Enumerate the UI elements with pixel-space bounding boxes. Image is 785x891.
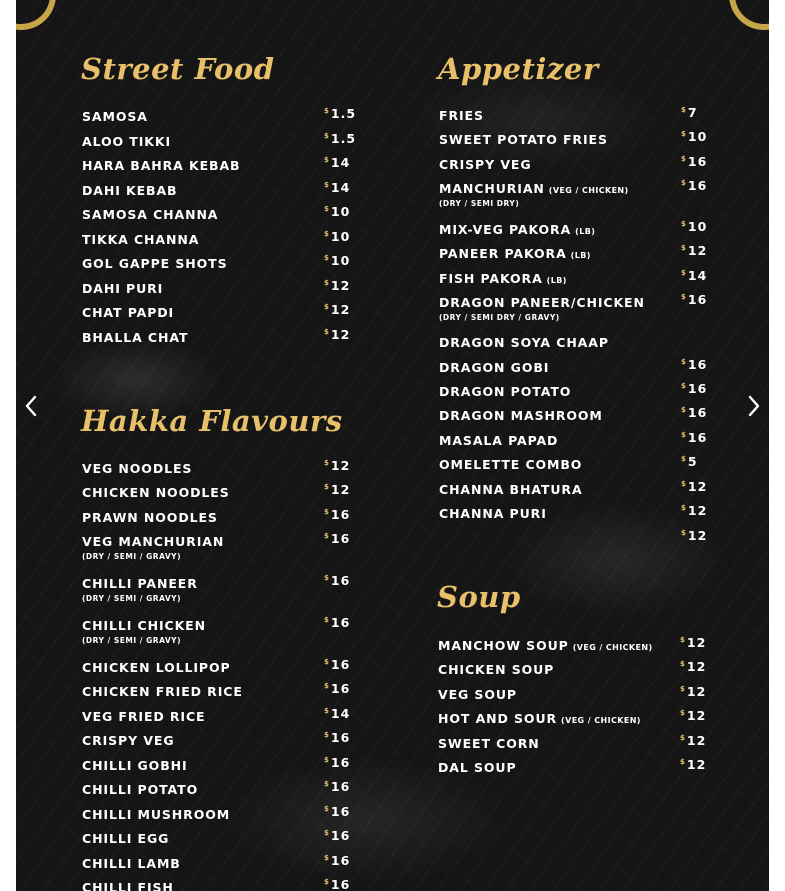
item-variants: (DRY / SEMI / GRAVY) <box>82 636 182 645</box>
menu-item <box>82 180 177 199</box>
section-title-appetizer: Appetizer <box>438 52 599 86</box>
menu-item <box>439 479 583 498</box>
item-price: $16 <box>324 730 351 745</box>
menu-item <box>82 853 181 872</box>
item-name: HARA BAHRA KEBAB <box>82 158 241 173</box>
menu-item <box>82 657 231 676</box>
item-price: $1.5 <box>324 106 357 121</box>
item-option: (VEG / CHICKEN) <box>572 643 653 652</box>
item-name: ALOO TIKKI <box>82 134 171 149</box>
item-price: $12 <box>680 635 707 650</box>
item-price: $12 <box>680 708 707 723</box>
menu-item <box>439 105 484 124</box>
item-option: (VEG / CHICKEN) <box>548 186 629 195</box>
item-price: $16 <box>324 507 351 522</box>
item-name: VEG SOUP <box>438 687 517 702</box>
item-price: $1.5 <box>324 131 357 146</box>
item-name: BHALLA CHAT <box>82 330 189 345</box>
menu-item <box>82 204 218 223</box>
menu-item <box>82 681 243 700</box>
item-price: $14 <box>324 706 351 721</box>
item-price: $16 <box>681 381 708 396</box>
item-name: HOT AND SOUR <box>438 711 558 726</box>
item-price: $12 <box>680 733 707 748</box>
item-name: CHICKEN NOODLES <box>82 485 230 500</box>
menu-item <box>439 292 645 322</box>
item-price: $12 <box>680 659 707 674</box>
item-price: $16 <box>324 755 351 770</box>
menu-item <box>82 730 175 749</box>
menu-item <box>438 659 554 678</box>
item-name: VEG MANCHURIAN <box>82 534 225 549</box>
item-price: $16 <box>324 804 351 819</box>
menu-item <box>82 131 171 150</box>
menu-item <box>82 482 230 501</box>
menu-item <box>82 573 198 603</box>
menu-item <box>82 458 192 477</box>
item-name: CHILLI FISH <box>82 880 174 891</box>
menu-item <box>82 828 169 847</box>
item-variants: (DRY / SEMI DRY / GRAVY) <box>439 313 560 322</box>
item-price: $16 <box>324 615 351 630</box>
item-name: SAMOSA <box>82 109 148 124</box>
item-name: SAMOSA CHANNA <box>82 207 219 222</box>
item-name: SWEET CORN <box>438 736 540 751</box>
item-name: MANCHURIAN <box>439 181 545 196</box>
item-name: CHICKEN SOUP <box>438 662 555 677</box>
menu-item <box>439 129 608 148</box>
item-option: (LB) <box>570 251 591 260</box>
item-name: CHICKEN FRIED RICE <box>82 684 243 699</box>
menu-item <box>82 531 224 561</box>
menu-item <box>82 615 206 645</box>
item-price: $12 <box>324 302 351 317</box>
menu-item <box>439 357 549 376</box>
item-option: (LB) <box>575 227 596 236</box>
item-name: OMELETTE COMBO <box>439 457 583 472</box>
menu-item <box>82 155 240 174</box>
item-price: $14 <box>681 268 708 283</box>
item-price: $12 <box>681 243 708 258</box>
menu-item <box>439 243 591 262</box>
item-price: $12 <box>681 503 708 518</box>
item-name: TIKKA CHANNA <box>82 232 200 247</box>
item-name: CHICKEN LOLLIPOP <box>82 660 231 675</box>
menu-item <box>82 253 227 272</box>
item-name: CHANNA PURI <box>439 506 547 521</box>
menu-item <box>82 327 188 346</box>
item-price: $16 <box>324 681 351 696</box>
item-name: FRIES <box>439 108 484 123</box>
menu-item <box>82 755 188 774</box>
item-name: CRISPY VEG <box>82 733 175 748</box>
menu-slide <box>16 0 769 891</box>
menu-item <box>438 708 641 727</box>
item-price: $16 <box>681 405 708 420</box>
item-name: CHILLI CHICKEN <box>82 618 206 633</box>
menu-item <box>82 507 218 526</box>
item-price: $12 <box>680 684 707 699</box>
item-price: $16 <box>324 853 351 868</box>
item-price: $12 <box>680 757 707 772</box>
item-name: CHILLI PANEER <box>82 576 198 591</box>
item-name: CHILLI MUSHROOM <box>82 807 231 822</box>
item-name: DAHI KEBAB <box>82 183 178 198</box>
menu-item <box>439 219 595 238</box>
gold-corner-ornament <box>16 0 66 40</box>
menu-item <box>439 503 547 522</box>
item-name: MASALA PAPAD <box>439 433 559 448</box>
item-name: CHILLI GOBHI <box>82 758 188 773</box>
menu-item <box>439 178 629 208</box>
item-price: $10 <box>324 253 351 268</box>
item-price: $12 <box>681 479 708 494</box>
menu-item <box>439 268 567 287</box>
item-name: GOL GAPPE SHOTS <box>82 256 228 271</box>
item-price: $5 <box>681 454 698 469</box>
item-name: DRAGON MASHROOM <box>439 408 603 423</box>
item-name: VEG NOODLES <box>82 461 193 476</box>
item-name: SWEET POTATO FRIES <box>439 132 608 147</box>
item-price: $16 <box>681 154 708 169</box>
section-title-street-food: Street Food <box>81 52 275 86</box>
menu-item <box>438 684 517 703</box>
item-price: $14 <box>324 180 351 195</box>
item-name: PANEER PAKORA <box>439 246 567 261</box>
menu-item <box>438 635 653 654</box>
item-price: $16 <box>324 657 351 672</box>
item-name: PRAWN NOODLES <box>82 510 218 525</box>
item-name: MIX-VEG PAKORA <box>439 222 572 237</box>
item-price: $12 <box>324 458 351 473</box>
item-name: CRISPY VEG <box>439 157 532 172</box>
item-price: $12 <box>324 278 351 293</box>
item-price: $16 <box>324 828 351 843</box>
item-price: $12 <box>324 327 351 342</box>
item-price: $10 <box>681 129 708 144</box>
item-price: $10 <box>324 204 351 219</box>
item-name: DRAGON GOBI <box>439 360 550 375</box>
item-price: $16 <box>324 573 351 588</box>
item-name: MANCHOW SOUP <box>438 638 569 653</box>
item-option: (LB) <box>546 276 567 285</box>
chevron-left-icon[interactable] <box>17 391 45 421</box>
menu-item <box>82 877 174 891</box>
menu-item <box>439 430 558 449</box>
menu-item <box>82 278 163 297</box>
item-price: $16 <box>681 430 708 445</box>
item-name: CHAT PAPDI <box>82 305 175 320</box>
item-price: $10 <box>324 229 351 244</box>
menu-item <box>439 454 582 473</box>
item-price: $14 <box>324 155 351 170</box>
menu-item <box>439 154 532 173</box>
menu-item <box>439 405 603 424</box>
item-price: $16 <box>324 779 351 794</box>
item-name: CHANNA BHATURA <box>439 482 583 497</box>
menu-item <box>438 757 517 776</box>
menu-item <box>82 804 230 823</box>
item-price: $7 <box>681 105 698 120</box>
item-variants: (DRY / SEMI / GRAVY) <box>82 594 182 603</box>
item-variants: (DRY / SEMI / GRAVY) <box>82 552 182 561</box>
menu-item <box>82 302 174 321</box>
chevron-right-icon[interactable] <box>740 391 768 421</box>
menu-item <box>82 706 206 725</box>
item-name: CHILLI POTATO <box>82 782 199 797</box>
section-title-hakka: Hakka Flavours <box>81 404 343 438</box>
item-name: DAL SOUP <box>438 760 517 775</box>
item-price: $16 <box>681 292 708 307</box>
menu-item <box>438 733 540 752</box>
menu-item <box>82 106 148 125</box>
gold-corner-ornament <box>719 0 769 40</box>
item-price: $10 <box>681 219 708 234</box>
menu-item <box>82 229 199 248</box>
item-price: $16 <box>681 178 708 193</box>
item-price: $16 <box>324 531 351 546</box>
menu-item <box>439 381 571 400</box>
item-name: DRAGON SOYA CHAAP <box>439 335 609 350</box>
item-name: CHILLI LAMB <box>82 856 181 871</box>
item-name: FISH PAKORA <box>439 271 543 286</box>
item-name: VEG FRIED RICE <box>82 709 206 724</box>
section-title-soup: Soup <box>437 580 521 614</box>
item-name: DRAGON POTATO <box>439 384 572 399</box>
item-variants: (DRY / SEMI DRY) <box>439 199 520 208</box>
menu-item <box>439 332 609 351</box>
item-price: $16 <box>324 877 351 891</box>
item-price: $16 <box>681 357 708 372</box>
menu-item <box>82 779 198 798</box>
item-price: $12 <box>324 482 351 497</box>
item-name: DAHI PURI <box>82 281 164 296</box>
item-name: CHILLI EGG <box>82 831 170 846</box>
item-price: $12 <box>681 528 708 543</box>
item-name: DRAGON PANEER/CHICKEN <box>439 295 645 310</box>
item-option: (VEG / CHICKEN) <box>561 716 641 725</box>
